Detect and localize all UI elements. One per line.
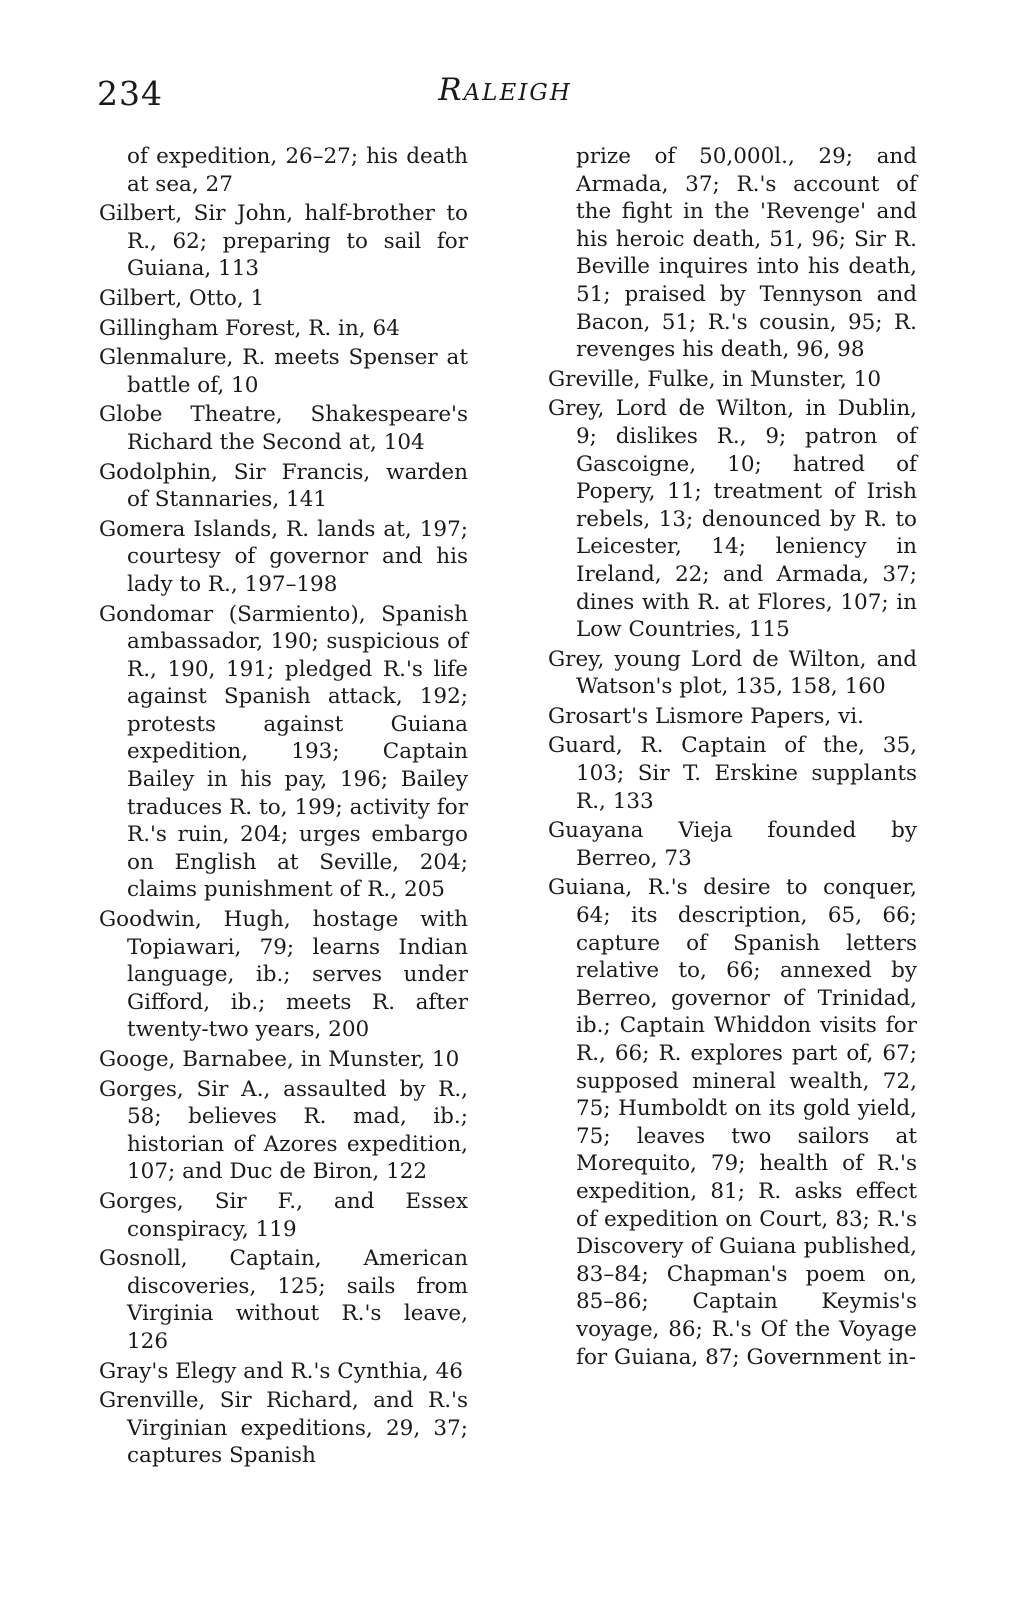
index-entry: Grenville, Sir Richard, and R.'s Virginian expeditions, 29, 37; captures Spanish xyxy=(99,1388,468,1469)
index-entry: Guayana Vieja founded by Berreo, 73 xyxy=(548,818,917,871)
index-entry: Gomera Islands, R. lands at, 197; courtesy of governor and his lady to R., 197–198 xyxy=(99,516,468,597)
index-entry: Grey, young Lord de Wilton, and Watson's plot, 135, 158, 160 xyxy=(548,646,917,700)
index-entry: Gilbert, Otto, 1 xyxy=(99,285,265,311)
index-entry: prize of 50,000l., 29; and Armada, 37; R.'s account of the fight in the 'Revenge' and his heroic death, 51, 96; Sir R. Beville inquires into his death, 51; praised by Tennyson and Bacon, 51; R.'s cousin, 95; R. revenges his death, 96, 98 xyxy=(576,144,917,363)
index-entry: Grosart's Lismore Papers, vi. xyxy=(548,703,864,729)
index-entry: of expedition, 26–27; his death at sea, 27 xyxy=(127,144,468,197)
index-column-right xyxy=(548,143,917,1373)
index-entry: Guard, R. Captain of the, 35, 103; Sir T. Erskine supplants R., 133 xyxy=(548,733,917,814)
running-head-rest: ALEIGH xyxy=(463,80,572,106)
index-entry: Gosnoll, Captain, American discoveries, 125; sails from Virginia without R.'s leave, 126 xyxy=(99,1246,468,1354)
index-entry: Gorges, Sir A., assaulted by R., 58; believes R. mad, ib.; historian of Azores expedition, 107; and Duc de Biron, 122 xyxy=(99,1076,468,1185)
index-entry: Godolphin, Sir Francis, warden of Stannaries, 141 xyxy=(99,459,468,513)
index-entry: Gillingham Forest, R. in, 64 xyxy=(99,315,400,341)
index-entry: Glenmalure, R. meets Spenser at battle of, 10 xyxy=(99,345,468,398)
index-entry: Grey, Lord de Wilton, in Dublin, 9; dislikes R., 9; patron of Gascoigne, 10; hatred of Popery, 11; treatment of Irish rebels, 13; denounced by R. to Leicester, 14; leniency in Ireland, 22; and Armada, 37; dines with R. at Flores, 107; in Low Countries, 115 xyxy=(548,396,917,643)
running-head xyxy=(0,72,1010,108)
index-entry: Gondomar (Sarmiento), Spanish ambassador, 190; suspicious of R., 190, 191; pledged R.'s life against Spanish attack, 192; protests against Guiana expedition, 193; Captain Bailey in his pay, 196; Bailey traduces R. to, 199; activity for R.'s ruin, 204; urges embargo on English at Seville, 204; claims punishment of R., 205 xyxy=(99,601,468,903)
index-column-left xyxy=(99,143,468,1472)
index-entry: Gilbert, Sir John, half-brother to R., 62; preparing to sail for Guiana, 113 xyxy=(99,201,468,282)
index-entry: Googe, Barnabee, in Munster, 10 xyxy=(99,1047,460,1072)
index-entry: Goodwin, Hugh, hostage with Topiawari, 79; learns Indian language, ib.; serves under Gifford, ib.; meets R. after twenty-two years, 200 xyxy=(99,907,468,1043)
running-head-initial: R xyxy=(438,72,464,108)
index-entry: Globe Theatre, Shakespeare's Richard the Second at, 104 xyxy=(99,402,468,455)
index-entry: Guiana, R.'s desire to conquer, 64; its description, 65, 66; capture of Spanish letters relative to, 66; annexed by Berreo, governor of Trinidad, ib.; Captain Whiddon visits for R., 66; R. explores part of, 67; supposed mineral wealth, 72, 75; Humboldt on its gold yield, 75; leaves two sailors at Morequito, 79; health of R.'s expedition, 81; R. asks effect of expedition on Court, 83; R.'s Discovery of Guiana published, 83–84; Chapman's poem on, 85–86; Captain Keymis's voyage, 86; R.'s Of the Voyage for Guiana, 87; Government in- xyxy=(548,875,917,1370)
page-number: 234 xyxy=(97,74,163,113)
index-entry: Gray's Elegy and R.'s Cynthia, 46 xyxy=(99,1358,463,1384)
index-entry: Gorges, Sir F., and Essex conspiracy, 119 xyxy=(99,1188,468,1242)
index-entry: Greville, Fulke, in Munster, 10 xyxy=(548,366,882,392)
